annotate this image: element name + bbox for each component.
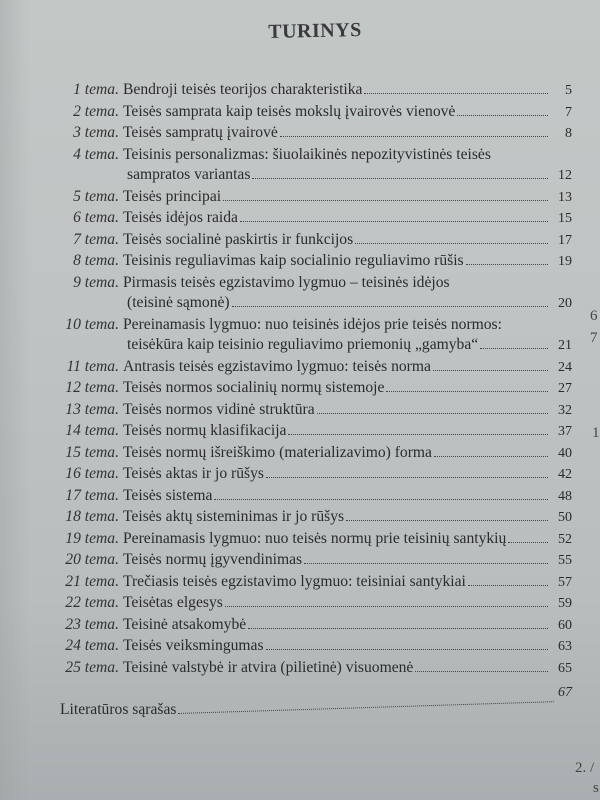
entry-page: 57 xyxy=(558,574,572,590)
entry-page: 67 xyxy=(558,685,572,700)
toc-entry[interactable] xyxy=(52,208,572,230)
toc-entry[interactable] xyxy=(52,80,572,102)
entry-title: Teisės normų klasifikacija xyxy=(123,422,287,439)
leader-dots xyxy=(280,136,548,137)
leader-dots xyxy=(214,499,548,500)
entry-page: 55 xyxy=(558,553,572,568)
entry-title: Teisinė atsakomybė xyxy=(123,615,247,633)
toc-entry[interactable] xyxy=(52,443,572,465)
entry-title: Trečiasis teisės egzistavimo lygmuo: teisiniai santykiai xyxy=(123,572,466,590)
entry-number: 18 tema. xyxy=(65,508,119,525)
leader-dots xyxy=(266,649,548,650)
entry-title: Teisės normų įgyvendinimas xyxy=(123,551,303,568)
entry-page: 24 xyxy=(558,359,572,375)
leader-dots xyxy=(415,671,548,672)
leader-dots xyxy=(240,221,548,222)
entry-title: Antrasis teisės egzistavimo lygmuo: teisės norma xyxy=(123,357,431,375)
entry-page: 60 xyxy=(558,617,572,633)
toc-entry[interactable] xyxy=(52,251,572,273)
leader-dots xyxy=(355,243,548,244)
entry-title-continued: teisėkūra kaip teisinio reguliavimo priemonių „gamyba“ xyxy=(127,336,479,353)
leader-dots xyxy=(232,306,548,307)
entry-page: 65 xyxy=(558,660,572,676)
entry-page: 59 xyxy=(558,596,572,611)
leader-dots xyxy=(364,93,548,94)
entry-title-continued: (teisinė sąmonė) xyxy=(127,294,230,311)
entry-page: 7 xyxy=(565,104,572,120)
leader-dots xyxy=(480,348,548,349)
entry-title: Teisės veiksmingumas xyxy=(123,637,264,654)
entry-title: Teisinis personalizmas: šiuolaikinės nepozityvistinės teisės xyxy=(123,145,491,163)
entry-title: Teisės aktų sisteminimas ir jo rūšys xyxy=(123,508,345,525)
toc-entry[interactable] xyxy=(52,102,572,124)
toc-entry[interactable] xyxy=(52,658,572,680)
entry-number: 1 tema. xyxy=(73,81,119,98)
page-shadow xyxy=(0,0,30,800)
toc-entry[interactable] xyxy=(52,507,572,529)
entry-page: 8 xyxy=(565,126,572,141)
leader-dots xyxy=(386,391,548,392)
entry-number: 8 tema. xyxy=(73,252,119,269)
entry-number: 16 tema. xyxy=(65,465,119,482)
entry-title: Teisės socialinė paskirtis ir funkcijos xyxy=(123,230,354,248)
adjacent-page-fragment: 2. / xyxy=(575,760,595,776)
table-of-contents xyxy=(52,80,572,679)
entry-title: Teisės samprata kaip teisės mokslų įvairovės vienovė xyxy=(123,102,456,120)
leader-dots xyxy=(466,264,548,265)
entry-title-continued: sampratos variantas xyxy=(127,166,251,183)
entry-number: 5 tema. xyxy=(73,187,119,205)
entry-title: Pereinamasis lygmuo: nuo teisinės idėjos prie teisės normos: xyxy=(123,315,502,333)
entry-page: 32 xyxy=(558,402,572,418)
entry-title: Literatūros sąrašas xyxy=(60,701,177,718)
entry-title: Teisės sampratų įvairovė xyxy=(123,124,278,141)
entry-number: 11 tema. xyxy=(66,357,119,375)
toc-entry[interactable] xyxy=(52,636,572,658)
leader-dots xyxy=(317,413,548,414)
leader-dots xyxy=(288,434,548,435)
toc-entry[interactable] xyxy=(52,593,572,615)
entry-number: 22 tema. xyxy=(65,594,119,611)
entry-title: Teisės sistema xyxy=(123,486,213,504)
entry-number: 4 tema. xyxy=(73,145,119,163)
entry-page: 27 xyxy=(558,381,572,396)
entry-title: Teisės normų išreiškimo (materializavimo) forma xyxy=(123,443,432,461)
entry-number: 12 tema. xyxy=(65,379,119,396)
entry-number: 10 tema. xyxy=(65,315,119,333)
leader-dots xyxy=(223,200,548,201)
entry-number: 13 tema. xyxy=(65,400,119,418)
toc-entry[interactable] xyxy=(52,464,572,486)
leader-dots xyxy=(433,370,548,371)
toc-entry[interactable] xyxy=(52,550,572,572)
entry-page: 21 xyxy=(558,338,572,353)
entry-title: Pirmasis teisės egzistavimo lygmuo – teisinės idėjos xyxy=(123,273,450,291)
leader-dots xyxy=(457,115,548,116)
entry-number: 20 tema. xyxy=(65,551,119,568)
toc-entry[interactable] xyxy=(52,273,572,294)
entry-title: Teisės idėjos raida xyxy=(123,209,238,226)
entry-page: 19 xyxy=(558,254,572,269)
entry-number: 9 tema. xyxy=(73,273,119,291)
entry-number: 17 tema. xyxy=(65,486,119,504)
adjacent-page-fragment: 6 xyxy=(590,308,598,324)
entry-number: 19 tema. xyxy=(65,529,119,547)
toc-entry[interactable] xyxy=(52,615,572,637)
entry-number: 14 tema. xyxy=(65,422,119,439)
entry-number: 6 tema. xyxy=(73,209,119,226)
toc-entry-continuation[interactable] xyxy=(52,335,572,357)
leader-dots xyxy=(252,178,548,179)
leader-dots xyxy=(346,520,548,521)
entry-title: Teisėtas elgesys xyxy=(123,594,223,611)
toc-entry[interactable] xyxy=(52,187,572,209)
toc-entry[interactable] xyxy=(52,123,572,145)
leader-dots xyxy=(468,585,548,586)
entry-title: Teisės normos socialinių normų sistemoje xyxy=(123,379,385,396)
entry-page: 20 xyxy=(558,296,572,311)
toc-entry-continuation[interactable] xyxy=(52,165,572,187)
adjacent-page-fragment: 7 xyxy=(590,330,598,346)
toc-entry[interactable] xyxy=(52,378,572,400)
leader-dots xyxy=(508,542,548,543)
entry-page: 17 xyxy=(558,232,572,248)
entry-page: 63 xyxy=(558,639,572,654)
entry-page: 48 xyxy=(558,488,572,504)
toc-entry[interactable] xyxy=(52,572,572,594)
entry-title: Teisinė valstybė ir atvira (pilietinė) visuomenė xyxy=(123,658,414,676)
toc-entry[interactable] xyxy=(52,421,572,443)
leader-dots xyxy=(248,628,548,629)
toc-entry-literature[interactable] xyxy=(60,685,572,721)
leader-dots xyxy=(434,456,548,457)
entry-page: 40 xyxy=(558,445,572,461)
entry-number: 3 tema. xyxy=(73,124,119,141)
entry-page: 13 xyxy=(558,189,572,205)
entry-number: 25 tema. xyxy=(65,658,119,676)
entry-title: Teisės principai xyxy=(123,187,222,205)
toc-entry[interactable] xyxy=(52,315,572,336)
entry-number: 24 tema. xyxy=(65,637,119,654)
entry-title: Teisės aktas ir jo rūšys xyxy=(123,465,264,482)
entry-page: 52 xyxy=(558,531,572,547)
entry-number: 23 tema. xyxy=(65,615,119,633)
toc-entry[interactable] xyxy=(52,357,572,379)
leader-dots xyxy=(266,477,548,478)
leader-dots xyxy=(304,563,548,564)
entry-title: Bendroji teisės teorijos charakteristika xyxy=(123,81,363,98)
entry-number: 7 tema. xyxy=(73,230,119,248)
toc-entry-continuation[interactable] xyxy=(52,293,572,315)
entry-page: 5 xyxy=(565,83,572,98)
toc-entry[interactable] xyxy=(52,529,572,551)
toc-entry[interactable] xyxy=(52,486,572,508)
entry-number: 15 tema. xyxy=(65,443,119,461)
entry-number: 2 tema. xyxy=(73,102,119,120)
adjacent-page-fragment: s xyxy=(593,780,599,796)
entry-number: 21 tema. xyxy=(65,572,119,590)
entry-page: 15 xyxy=(558,211,572,226)
entry-page: 12 xyxy=(558,168,572,183)
entry-title: Teisinis reguliavimas kaip socialinio reguliavimo rūšis xyxy=(123,252,464,269)
toc-entry[interactable] xyxy=(52,230,572,252)
adjacent-page-fragment: 1 xyxy=(592,425,600,441)
entry-page: 37 xyxy=(558,424,572,439)
entry-page: 42 xyxy=(558,467,572,482)
leader-dots xyxy=(225,606,548,607)
entry-title: Teisės normos vidinė struktūra xyxy=(123,400,315,418)
toc-entry[interactable] xyxy=(52,145,572,166)
toc-entry[interactable] xyxy=(52,400,572,422)
entry-title: Pereinamasis lygmuo: nuo teisės normų prie teisinių santykių xyxy=(123,529,507,547)
page-title: TURINYS xyxy=(268,19,362,43)
entry-page: 50 xyxy=(558,510,572,525)
leader-dots xyxy=(178,701,553,714)
